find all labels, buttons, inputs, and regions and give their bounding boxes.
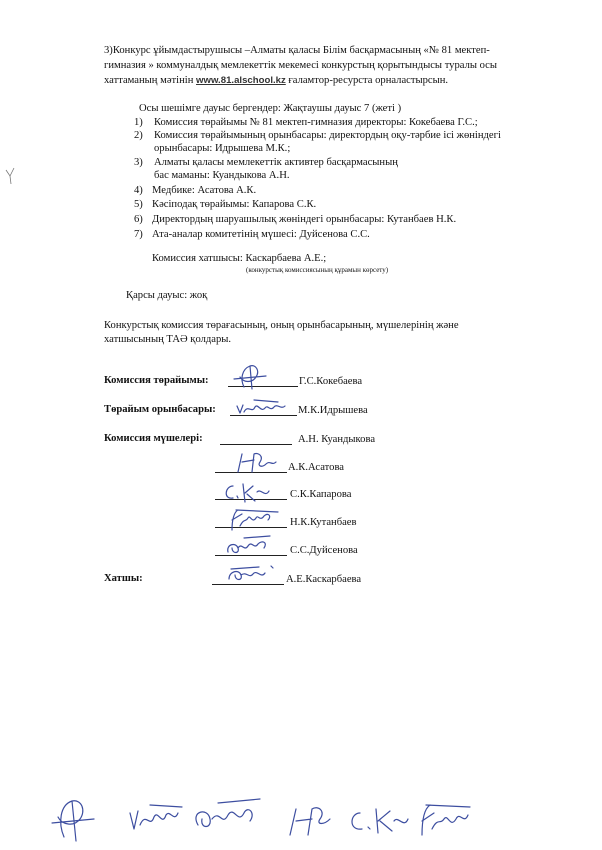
secretary-line: Комиссия хатшысы: Каскарбаева А.Е.; [152,253,327,264]
deputy-signature-image [234,398,296,418]
member-name-1: А.Н. Куандыкова [298,434,376,445]
chair-label: Комиссия төрайымы: [104,375,209,386]
member-2-text2: орынбасары: Идрышева М.К.; [154,143,291,154]
member-2-text: Комиссия төрайымының орынбасары: директордың оқу-тәрбие ісі жөніндегі [154,130,501,141]
chair-name: Г.С.Кокебаева [299,376,363,387]
member-5-num: 5) [134,199,143,210]
member-name-4: Н.К.Кутанбаев [290,517,357,528]
secretary-label: Хатшы: [104,573,143,584]
member-name-3: С.К.Капарова [290,489,352,500]
para3-line3-after: ғаламтор-ресурста орналастырсын. [285,75,449,86]
duisenova-signature-image [224,534,274,558]
member-5-text: Кәсіподақ төрайымы: Капарова С.К. [152,199,317,210]
signatures-intro-line1: Конкурстық комиссия төрағасының, оның орынбасарының, мүшелерінің және [104,320,459,331]
para3-line3 [104,74,448,87]
secretary-name: А.Е.Каскарбаева [286,574,362,585]
secretary-note: (конкурстық комиссиясының құрамын көрсету) [246,266,389,274]
member-6-text: Директордың шаруашылық жөніндегі орынбасары: Кутанбаев Н.К. [152,214,457,225]
votes-for: Осы шешімге дауыс бергендер: Жақтаушы дауыс 7 (жеті ) [139,103,402,114]
member-7-num: 7) [134,229,143,240]
stray-mark [4,166,18,186]
chair-signature-image [230,363,272,391]
members-label: Комиссия мүшелері: [104,433,203,444]
member-2-num: 2) [134,130,143,141]
member-4-num: 4) [134,185,143,196]
deputy-name: М.К.Идрышева [298,405,368,416]
member-1-num: 1) [134,117,143,128]
bottom-initials-image [50,795,550,845]
member-3-num: 3) [134,157,143,168]
kutanbaev-signature-image [226,506,286,532]
member-4-text: Медбике: Асатова А.К. [152,185,257,196]
para3-line2: гимназия » коммуналдық мемлекеттік мекемесі конкурстың қорытындысы туралы осы [104,60,498,71]
member-6-num: 6) [134,214,143,225]
kaparova-signature-image [221,480,271,504]
member-3-text: Алматы қаласы мемлекеттік активтер басқармасының [154,157,398,168]
member-1-text: Комиссия төрайымы № 81 мектеп-гимназия директоры: Кокебаева Г.С.; [154,117,478,128]
para3-line1: 3)Конкурс ұйымдастырушысы –Алматы қаласы Білім басқармасының «№ 81 мектеп- [104,45,490,56]
deputy-label: Төрайым орынбасары: [104,404,216,415]
para3-line3-before: хаттаманың мәтінін [104,75,197,86]
member-name-5: С.С.Дуйсенова [290,545,358,556]
member-3-text2: бас маманы: Куандыкова А.Н. [154,170,290,181]
asatova-signature-image [230,450,278,476]
member-name-2: А.К.Асатова [288,462,345,473]
website-link[interactable]: www.81.alschool.kz [196,75,286,86]
kaskarbaeva-signature-image [225,563,281,585]
member-7-text: Ата-аналар комитетінің мүшесі: Дуйсенова С.С. [152,229,370,240]
signatures-intro-line2: хатшысының ТАӘ қолдары. [104,334,232,345]
votes-against: Қарсы дауыс: жоқ [126,290,208,301]
member-signature-line-1 [220,444,292,445]
